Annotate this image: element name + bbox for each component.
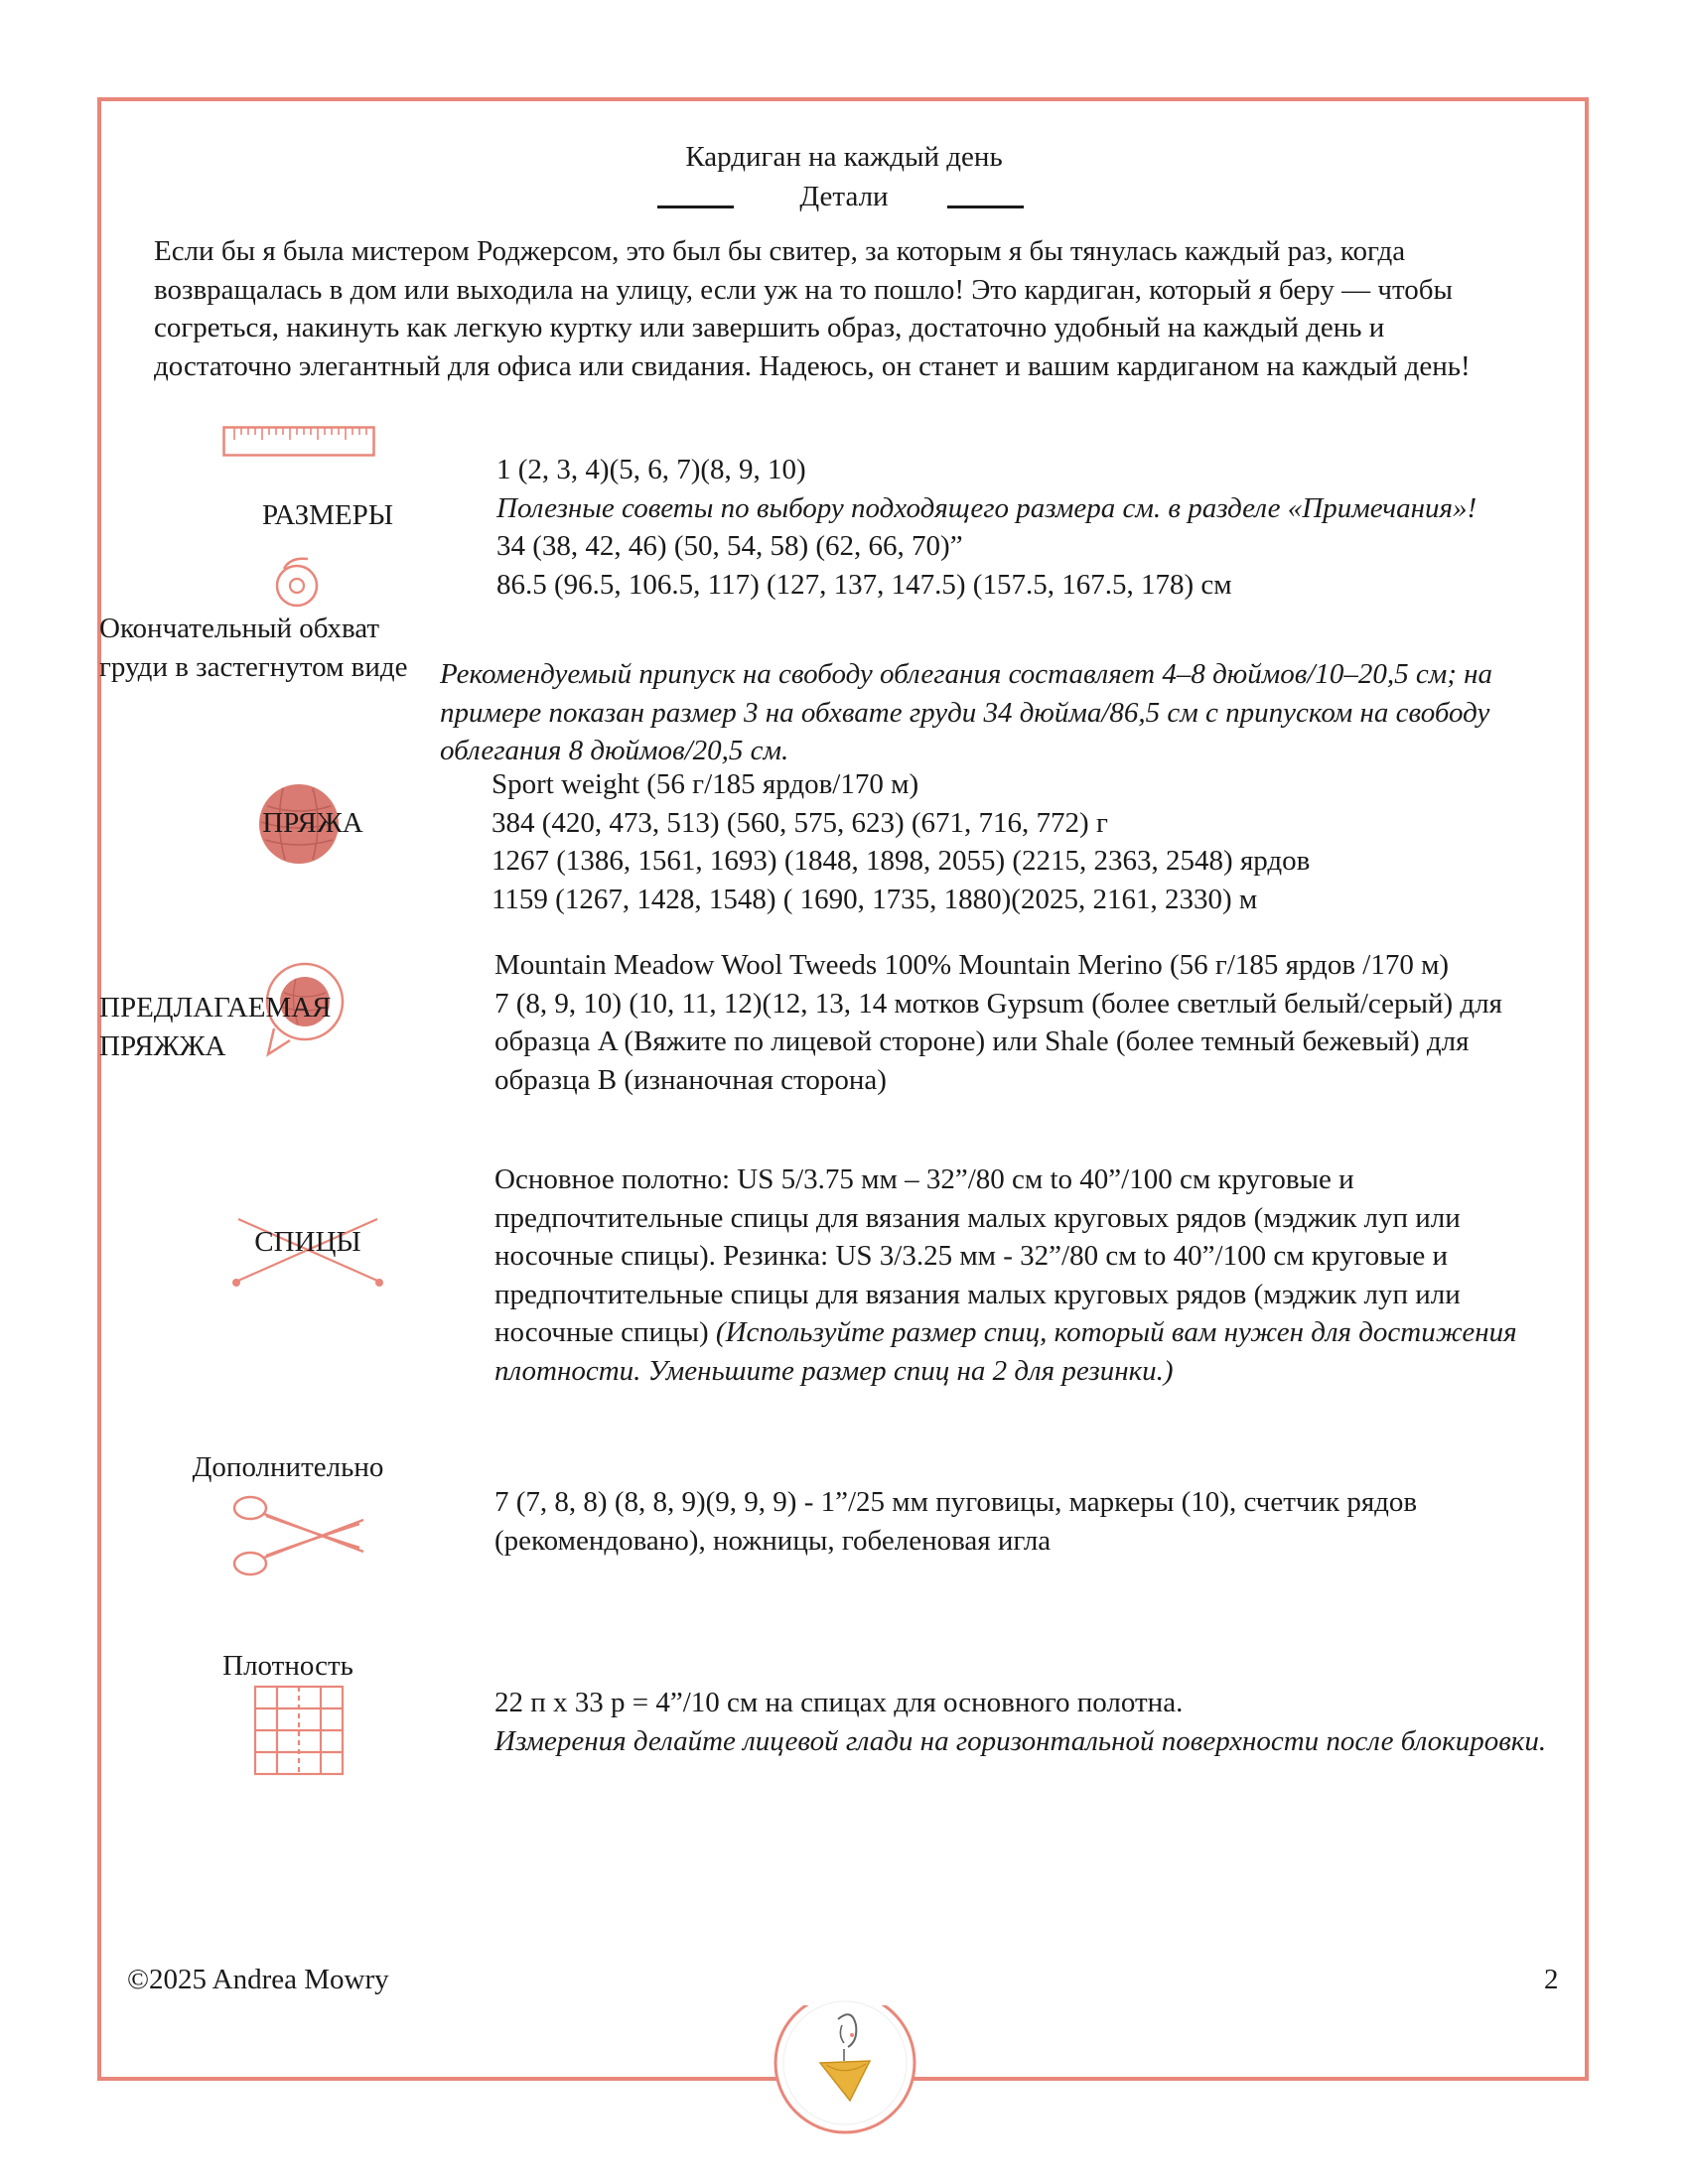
needles-details: [494, 1160, 1547, 1390]
sizes-note: Полезные советы по выбору подходящего размера см. в разделе «Примечания»!: [496, 491, 1477, 524]
page-number: 2: [1544, 1964, 1559, 1995]
yarn-meters: 1159 (1267, 1428, 1548) ( 1690, 1735, 1880)(2025, 2161, 2330) м: [492, 883, 1258, 915]
bust-label: Окончательный обхват груди в застегнутом виде: [99, 613, 408, 683]
subtitle-rule-right: [947, 205, 1024, 208]
sizes-details: [496, 451, 1549, 604]
intro-paragraph: Если бы я была мистером Роджерсом, это был бы свитер, за которым я бы тянулась каждый раз, когда возвращалась в дом или выходила на улицу, если уж на то пошло! Это кардиган, который я беру — чтобы согреться, накинуть как легкую куртку или завершить образ, достаточно удобный на каждый день и достаточно элегантный для офиса или свидания. Надеюсь, он станет и вашим кардиганом на каждый день!: [154, 235, 1471, 382]
gauge-details: [494, 1684, 1567, 1760]
gauge-note: Измерения делайте лицевой глади на горизонтальной поверхности после блокировки.: [494, 1724, 1547, 1757]
pattern-title: Кардиган на каждый день: [685, 141, 1003, 173]
scissors-icon: [228, 1488, 367, 1587]
notions-details: 7 (7, 8, 8) (8, 8, 9)(9, 9, 9) - 1”/25 мм пуговицы, маркеры (10), счетчик рядов (рекомендовано), ножницы, гобеленовая игла: [494, 1486, 1418, 1557]
tape-measure-icon: [258, 553, 334, 609]
needles-text: [494, 1160, 1547, 1390]
sizes-label: РАЗМЕРЫ: [261, 499, 394, 531]
sizes-inches: 34 (38, 42, 46) (50, 54, 58) (62, 66, 70)”: [496, 530, 963, 562]
yarn-details: [492, 765, 1544, 918]
notions-label: Дополнительно: [192, 1451, 384, 1483]
sizes-list: 1 (2, 3, 4)(5, 6, 7)(8, 9, 10): [496, 454, 806, 485]
needles-main: Основное полотно: US 5/3.75 мм – 32”/80 см to 40”/100 см круговые и предпочтительные спицы для вязания малых круговых рядов (мэджик луп или носочные спицы). Резинка: US 3/3.25 мм - 32”/80 см to 40”/100 см круговые и предпочтительные спицы для вязания малых круговых рядов (мэджик луп или носочные спицы): [494, 1163, 1461, 1348]
suggested-yarn-product: Mountain Meadow Wool Tweeds 100% Mountain Merino (56 г/185 ярдов /170 м): [494, 949, 1450, 981]
bust-ease-note: Рекомендуемый припуск на свободу облегания составляет 4–8 дюймов/10–20,5 см; на примере показан размер 3 на обхвате груди 34 дюйма/86,5 см с припуском на свободу облегания 8 дюймов/20,5 см.: [440, 658, 1493, 766]
needles-note: (Используйте размер спиц, который вам нужен для достижения плотности. Уменьшите размер спиц на 2 для резинки.): [494, 1316, 1517, 1387]
gauge-label: Плотность: [222, 1650, 353, 1682]
suggested-yarn-details: [494, 946, 1547, 1099]
designer-logo-icon: [769, 1985, 921, 2134]
subtitle-rule-left: [657, 205, 734, 208]
section-subtitle: Детали: [799, 181, 889, 212]
ruler-icon: [222, 426, 375, 458]
sizes-cm: 86.5 (96.5, 106.5, 117) (127, 137, 147.5) (157.5, 167.5, 178) см: [496, 568, 1232, 601]
yarn-weight: Sport weight (56 г/185 ярдов/170 м): [492, 768, 919, 800]
suggested-yarn-label: ПРЕДЛАГАЕМАЯ ПРЯЖЖА: [99, 992, 332, 1062]
yarn-yards: 1267 (1386, 1561, 1693) (1848, 1898, 2055) (2215, 2363, 2548) ярдов: [492, 845, 1311, 877]
gauge-grid-icon: [253, 1685, 345, 1776]
suggested-yarn-amounts: 7 (8, 9, 10) (10, 11, 12)(12, 13, 14 мотков Gypsum (более светлый белый/серый) для образца A (Вяжите по лицевой стороне) или Shale (более темный бежевый) для образца B (изнаночная сторона): [494, 987, 1502, 1096]
yarn-label: ПРЯЖА: [262, 807, 363, 839]
gauge-text: 22 п x 33 р = 4”/10 см на спицах для основного полотна.: [494, 1687, 1184, 1718]
copyright: ©2025 Andrea Mowry: [127, 1964, 389, 1995]
needles-label: СПИЦЫ: [254, 1226, 361, 1258]
yarn-grams: 384 (420, 473, 513) (560, 575, 623) (671, 716, 772) г: [492, 806, 1108, 839]
